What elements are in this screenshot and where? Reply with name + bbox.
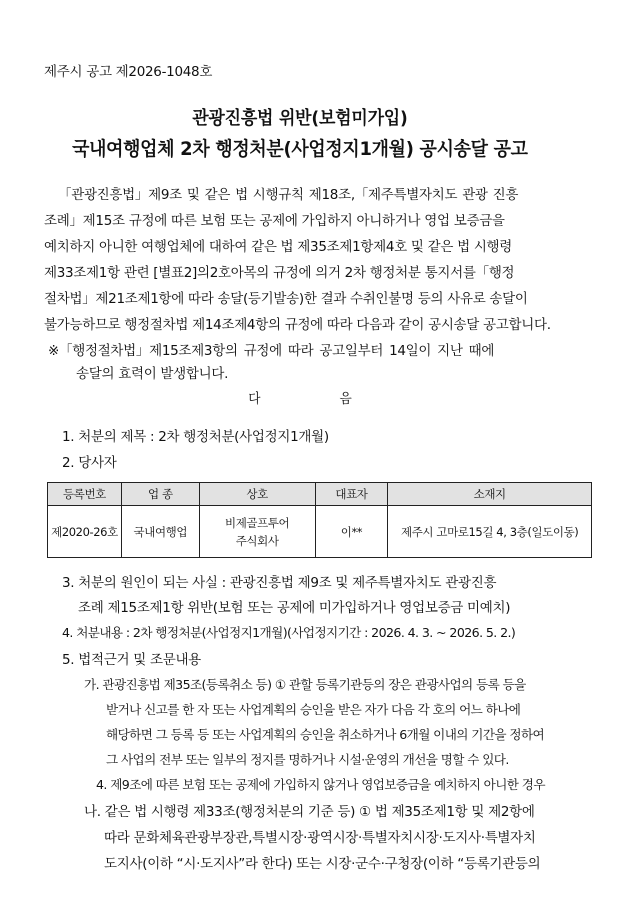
item-cause: 3. 처분의 원인이 되는 사실 : 관광진흥법 제9조 및 제주특별자치도 관광진흥 — [62, 575, 497, 591]
center-heading: 다 음 — [248, 391, 352, 407]
cell-address: 제주시 고마로15길 4, 3층(일도이동) — [388, 506, 592, 558]
notice-number: 제주시 공고 제2026-1048호 — [44, 64, 213, 80]
table-row — [48, 506, 592, 558]
item-content: 4. 처분내용 : 2차 행정처분(사업정지1개월)(사업정지기간 : 2026. 4. 3. ~ 2026. 5. 2.) — [62, 625, 516, 640]
cell-name — [199, 506, 315, 558]
header-address: 소재지 — [388, 483, 592, 506]
intro-line: 불가능하므로 행정절차법 제14조제4항의 규정에 따라 다음과 같이 공시송달 공고합니다. — [44, 317, 551, 333]
cell-representative: 이** — [315, 506, 388, 558]
cell-name-line1: 비제골프투어 — [225, 515, 290, 530]
page-title: 국내여행업체 2차 행정처분(사업정지1개월) 공시송달 공고 — [72, 138, 528, 160]
intro-line: 조례」제15조 규정에 따른 보험 또는 공제에 가입하지 아니하거나 영업 보증금을 — [44, 213, 505, 229]
notice-note-cont: 송달의 효력이 발생합니다. — [76, 366, 229, 382]
item-parties: 2. 당사자 — [62, 455, 117, 471]
cell-reg-no: 제2020-26호 — [48, 506, 122, 558]
header-reg-no: 등록번호 — [48, 483, 122, 506]
legal-ga-line: 해당하면 그 등록 등 또는 사업계획의 승인을 취소하거나 6개월 이내의 기간을 정하여 — [106, 727, 545, 742]
intro-line: 예치하지 아니한 여행업체에 대하여 같은 법 제35조제1항제4호 및 같은 법 시행령 — [44, 239, 513, 255]
registration-table — [47, 482, 592, 558]
item-title: 1. 처분의 제목 : 2차 행정처분(사업정지1개월) — [62, 429, 329, 445]
intro-line: 제33조제1항 관련 [별표2]의2호아목의 규정에 의거 2차 행정처분 통지서를「행정 — [44, 265, 515, 281]
intro-line: 「관광진흥법」제9조 및 같은 법 시행규칙 제18조,「제주특별자치도 관광 진흥 — [58, 187, 519, 203]
legal-ga-line: 그 사업의 전부 또는 일부의 정지를 명하거나 시설·운영의 개선을 명할 수 있다. — [106, 752, 509, 767]
cell-type: 국내여행업 — [121, 506, 199, 558]
legal-na-line: 도지사(이하 “시·도지사”라 한다) 또는 시장·군수·구청장(이하 “등록기관등의 — [104, 856, 541, 872]
table-header-row — [48, 483, 592, 506]
header-name: 상호 — [199, 483, 315, 506]
header-type: 업 종 — [121, 483, 199, 506]
notice-note: ※「행정절차법」제15조제3항의 규정에 따라 공고일부터 14일이 지난 때에 — [48, 343, 495, 359]
legal-na-line: 나. 같은 법 시행령 제33조(행정처분의 기준 등) ① 법 제35조제1항 및 제2항에 — [84, 804, 535, 820]
intro-line: 절차법」제21조제1항에 따라 송달(등기발송)한 결과 수취인불명 등의 사유로 송달이 — [44, 291, 528, 307]
legal-na-line: 따라 문화체육관광부장관,특별시장·광역시장·특별자치시장·도지사·특별자치 — [104, 830, 536, 846]
legal-ga-line: 가. 관광진흥법 제35조(등록취소 등) ① 관할 등록기관등의 장은 관광사업의 등록 등을 — [84, 677, 526, 692]
legal-ga-line: 받거나 신고를 한 자 또는 사업계획의 승인을 받은 자가 다음 각 호의 어느 하나에 — [106, 702, 521, 717]
item-legal-basis: 5. 법적근거 및 조문내용 — [62, 652, 201, 668]
item-cause-cont: 조례 제15조제1항 위반(보험 또는 공제에 미가입하거나 영업보증금 미예치) — [78, 600, 511, 616]
legal-ga-subitem: 4. 제9조에 따른 보험 또는 공제에 가입하지 않거나 영업보증금을 예치하지 아니한 경우 — [96, 777, 545, 792]
cell-name-line2: 주식회사 — [235, 533, 279, 548]
header-representative: 대표자 — [315, 483, 388, 506]
title-subject: 관광진흥법 위반(보험미가입) — [192, 108, 408, 129]
